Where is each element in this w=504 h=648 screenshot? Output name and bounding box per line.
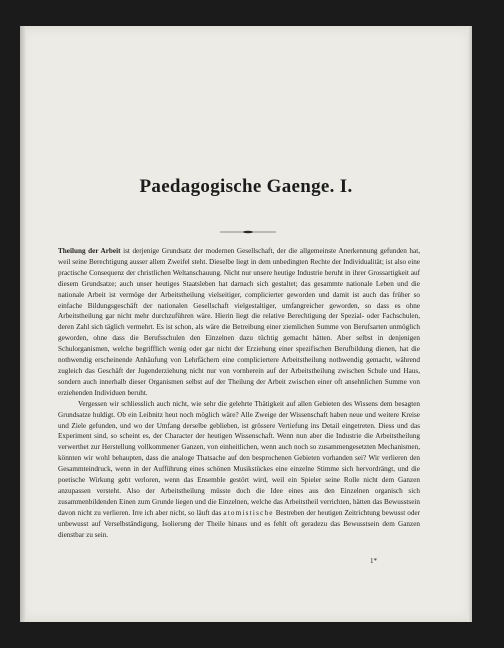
title-ornament-divider — [220, 230, 276, 234]
paragraph-2 — [58, 399, 420, 541]
page-title: Paedagogische Gaenge. I. — [139, 176, 353, 197]
paragraph-1 — [58, 246, 420, 399]
page-gutter-right — [467, 26, 472, 622]
signature-mark: 1* — [370, 557, 377, 565]
paragraph-1-lead: Theilung der Arbeit — [58, 247, 121, 255]
document-page — [20, 26, 472, 622]
paragraph-1-text: ist derjenige Grundsatz der modernen Gesellschaft, der die allgemeinste Anerkennung gefunden hat, weil seine Berechtigung ausser allem Zweifel steht. Dieselbe liegt in dem unbedingten Rechte der Individualität; ist also eine practische Consequenz der christlichen Weltanschauung. Nicht nur unsere heutige Industrie beruht in ihrer Grossartigkeit auf diesem Grundsatze; auch unser heutiges Staatsleben hat darnach sich gestaltet; das gesammte nationale Leben und die nationale Arbeit ist vermöge der Arbeitstheilung vielseitiger, complicierter geworden und damit ist auch das früher so einfache Bildungsgeschäft der nationalen Gesellschaft vielgestaltiger, umfangreicher geworden, so dass es ohne Arbeitstheilung gar nicht mehr durchzuführen wäre. Hierin liegt die relative Berechtigung der Spezial- oder Fachschulen, deren Zahl sich täglich vermehrt. Es ist schon, als wäre die Betreibung einer ziemlichen Summe von Berufsarten unmöglich geworden, ohne dass die Berufsschulen den Einzelnen dazu tüchtig gemacht hätten. Aber selbst in denjenigen Schulorganismen, welche begrifflich wenig oder gar nicht der Erziehung einer spezifischen Berufbildung dienen, hat die nothwendig erscheinende Anhäufung von Lehrfächern eine compliciertere Arbeitstheilung nothwendig gemacht, während zugleich das Geschäft der Jugenderziehung nicht nur von vornherein auf der Arbeitstheilung zwischen Schule und Haus, sondern auch innerhalb dieser Organismen selbst auf der Theilung der Arbeit zwischen einer oft ansehnlichen Summe von erziehenden Individuen beruht. — [58, 247, 420, 397]
paragraph-2-emphasis: atomistische — [223, 508, 274, 517]
paragraph-2-end: Bestreben der heutigen Zeitrichtung bewusst oder unbewusst auf Verselbständigung, Isolierung der Theile hinaus und es fehlt oft geradezu das Bewusstsein dem Ganzen dienstbar zu sein. — [58, 508, 421, 539]
body-text — [58, 246, 420, 540]
paragraph-2-text: Vergessen wir schliesslich auch nicht, wie sehr die gelehrte Thätigkeit auf allen Gebieten des Wissens dem besagten Grundsatze huldigt. Ob ein Leibnitz heut noch möglich wäre? Alle Zweige der Wissenschaft haben neue und weitere Kreise und Ziele gefunden, und wo der Umfang derselbe geblieben, ist grössere Vertiefung ins Detail eingetreten. Diess und das Experiment sind, so scheint es, der Character der heutigen Wissenschaft. Wenn nun aber die Industrie die Arbeitstheilung verwerthet zur Herstellung vollkommener Ganzen, von einheitlichen, wenn auch noch so zusammengesetzten Mechanismen, könnten wir wohl behaupten, dass die analoge Thatsache auf den besprochenen Gebieten vorhanden sei? Wir verlieren den Gesammteindruck, wenn in der Aufführung eines schönen Musikstückes eine einzelne Stimme sich hervordrängt, und die poetische Wirkung geht verloren, wenn das Ensemble gestört wird, weil ein Spieler seine Rolle nicht dem Ganzen anzupassen versteht. Also der Arbeitstheilung müsste doch die Idee eines aus den Einzelnen organisch sich zusammenbildenden Einen zum Grunde liegen und die Einzelnen, welche das Arbeitstheil verrichten, hätten das Bewusstsein davon nicht zu verlieren. Irre ich aber nicht, so läuft das — [58, 399, 420, 517]
page-gutter-left — [20, 26, 26, 622]
